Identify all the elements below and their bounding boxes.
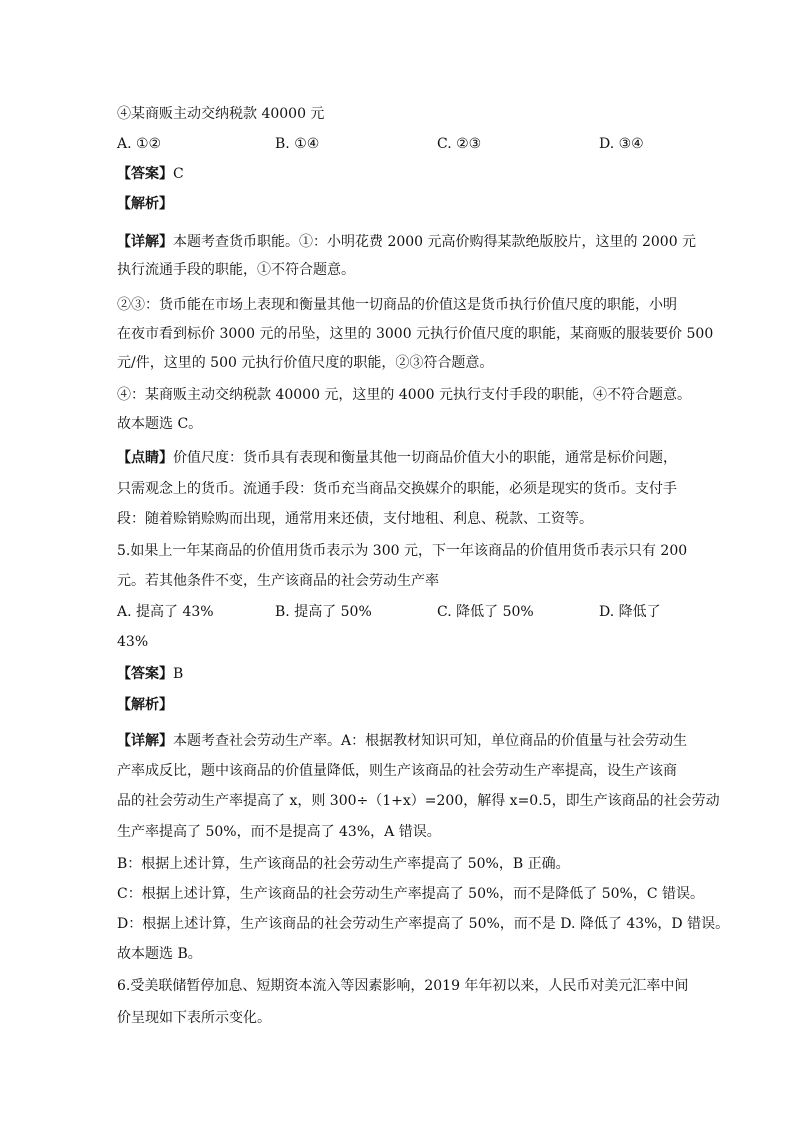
q5-option-b: B. 提高了 50%	[275, 604, 372, 620]
q4-point-line	[117, 448, 677, 468]
q5-analysis-tag: 【解析】	[117, 697, 173, 713]
q4-detail-line: 元/件，这里的 500 元执行价值尺度的职能，②③符合题意。	[117, 355, 494, 371]
q4-detail-line: ④：某商贩主动交纳税款 40000 元，这里的 4000 元执行支付手段的职能，④不符合题意。	[117, 387, 691, 403]
q5-detail-line: B：根据上述计算，生产该商品的社会劳动生产率提高了 50%，B 正确。	[117, 856, 570, 872]
answer-tag: 【答案】	[117, 166, 173, 182]
q4-point-line: 只需观念上的货币。流通手段：货币充当商品交换媒介的职能，必须是现实的货币。支付手	[117, 481, 677, 497]
q4-option-a: A. ①②	[117, 136, 162, 152]
q4-option-c: C. ②③	[437, 136, 482, 152]
q4-option-b: B. ①④	[275, 136, 320, 152]
q5-stem-line: 5.如果上一年某商品的价值用货币表示为 300 元，下一年该商品的价值用货币表示只有 200	[117, 543, 688, 559]
q4-detail-line	[117, 232, 696, 252]
q5-detail-line: C：根据上述计算，生产该商品的社会劳动生产率提高了 50%，而不是降低了 50%，C 错误。	[117, 886, 705, 902]
q5-detail-line	[117, 731, 687, 751]
q5-option-d-wrap: 43%	[117, 634, 149, 650]
q4-option-d: D. ③④	[599, 136, 644, 152]
q4-detail-line: 执行流通手段的职能，①不符合题意。	[117, 262, 355, 278]
q4-answer	[117, 164, 184, 184]
detail-text: 本题考查货币职能。①：小明花费 2000 元高价购得某款绝版胶片，这里的 2000 元	[173, 234, 697, 250]
detail-tag: 【详解】	[117, 234, 173, 250]
detail-tag: 【详解】	[117, 733, 173, 749]
q5-detail-line: 故本题选 B。	[117, 946, 202, 962]
q4-point-line: 段：随着赊销赊购而出现，通常用来还债，支付地租、利息、税款、工资等。	[117, 511, 593, 527]
answer-value: C	[173, 166, 184, 182]
detail-text: 本题考查社会劳动生产率。A：根据教材知识可知，单位商品的价值量与社会劳动生	[173, 733, 688, 749]
q5-detail-line: 生产率提高了 50%，而不是提高了 43%，A 错误。	[117, 824, 441, 840]
q5-option-d: D. 降低了	[599, 604, 661, 620]
q5-stem-line: 元。若其他条件不变，生产该商品的社会劳动生产率	[117, 573, 439, 589]
q5-detail-line: 品的社会劳动生产率提高了 x，则 300÷（1+x）=200，解得 x=0.5，即生产该商品的社会劳动	[117, 793, 720, 809]
point-text: 价值尺度：货币具有表现和衡量其他一切商品价值大小的职能，通常是标价问题，	[173, 450, 677, 466]
q4-detail-line: 在夜市看到标价 3000 元的吊坠，这里的 3000 元执行价值尺度的职能，某商贩的服装要价 500	[117, 326, 714, 342]
q6-stem-line: 价呈现如下表所示变化。	[117, 1010, 271, 1026]
q5-answer	[117, 664, 183, 684]
q5-option-c: C. 降低了 50%	[437, 604, 534, 620]
q4-detail-line: ②③：货币能在市场上表现和衡量其他一切商品的价值这是货币执行价值尺度的职能，小明	[117, 297, 677, 313]
q4-detail-line: 故本题选 C。	[117, 416, 203, 432]
q4-item-4: ④某商贩主动交纳税款 40000 元	[117, 106, 325, 122]
q5-detail-line: 产率成反比，题中该商品的价值量降低，则生产该商品的社会劳动生产率提高，设生产该商	[117, 763, 677, 779]
q5-detail-line: D：根据上述计算，生产该商品的社会劳动生产率提高了 50%，而不是 D. 降低了 43%，D 错误。	[117, 916, 730, 932]
point-tag: 【点睛】	[117, 450, 173, 466]
answer-value: B	[173, 666, 184, 682]
q4-analysis-tag: 【解析】	[117, 196, 173, 212]
q6-stem-line: 6.受美联储暂停加息、短期资本流入等因素影响，2019 年年初以来，人民币对美元汇率中间	[117, 978, 689, 994]
answer-tag: 【答案】	[117, 666, 173, 682]
q5-option-a: A. 提高了 43%	[117, 604, 214, 620]
